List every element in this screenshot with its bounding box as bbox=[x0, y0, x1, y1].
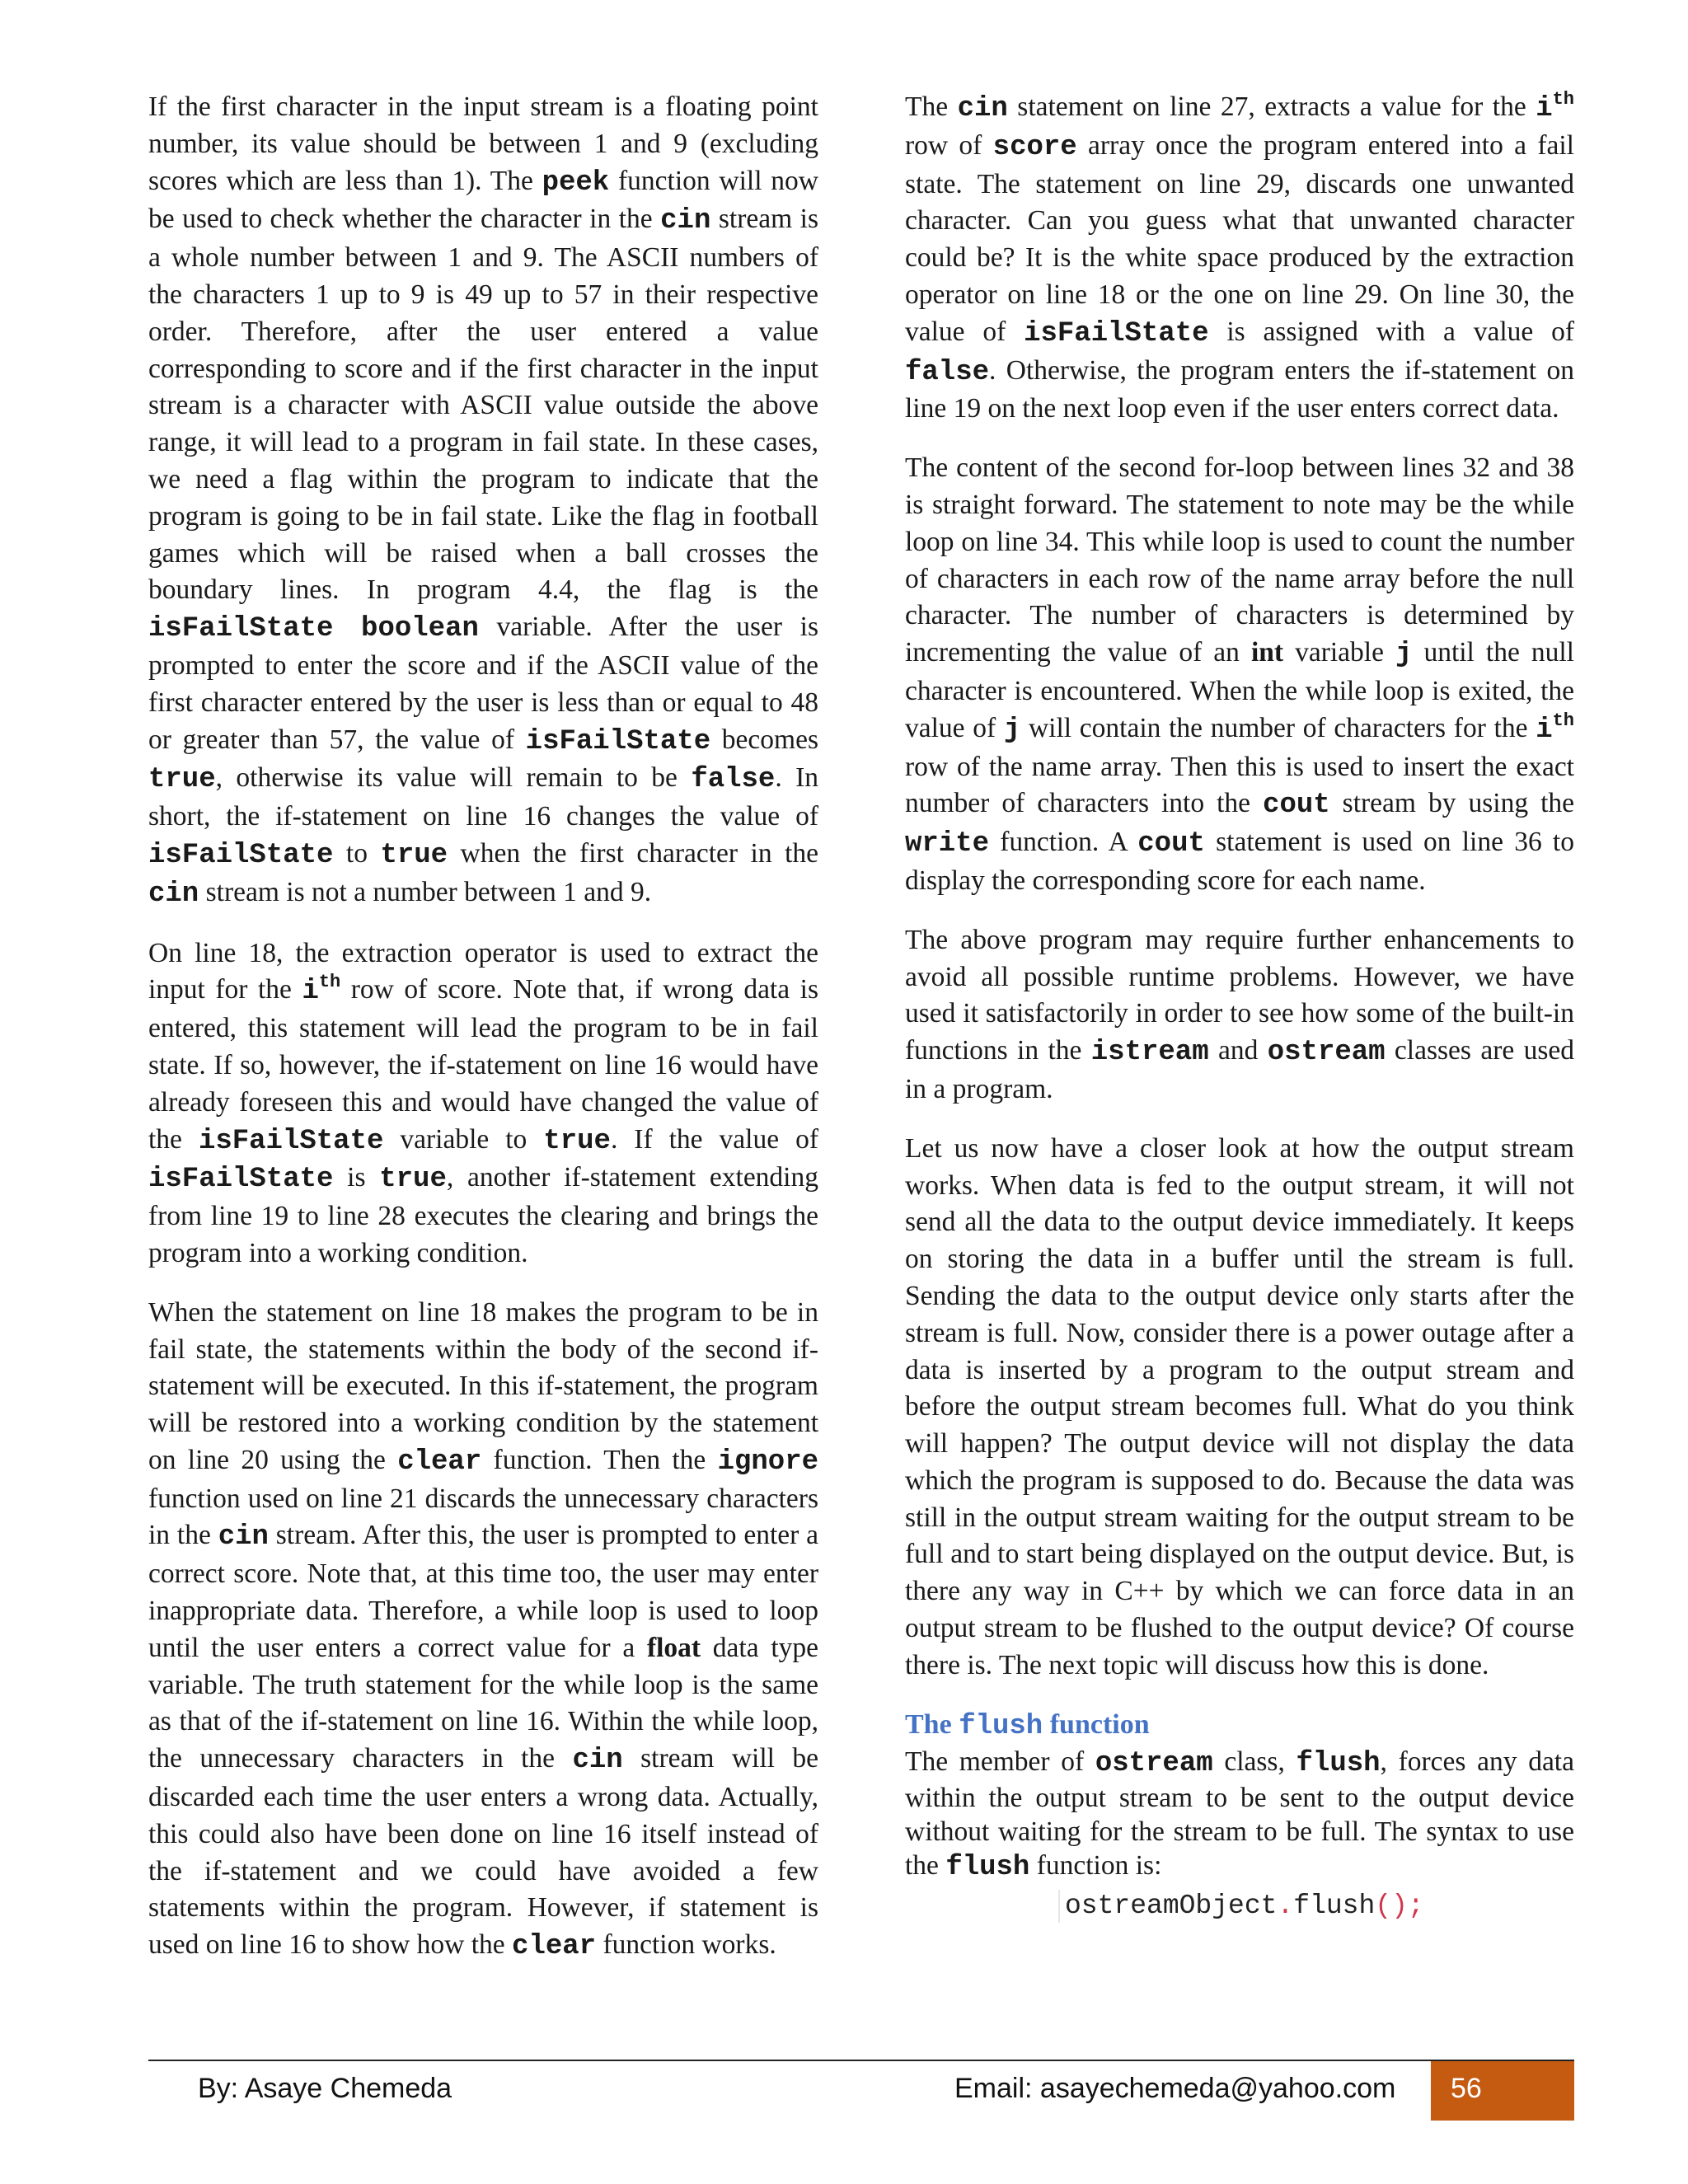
code-term: isFailState bbox=[525, 725, 711, 757]
code-term: cin bbox=[218, 1521, 269, 1554]
left-column bbox=[148, 89, 818, 1988]
code-term: false bbox=[905, 356, 990, 388]
code-term: isFailState bbox=[148, 1164, 334, 1196]
paragraph: The cin statement on line 27, extracts a value for the $i^{th}$ row of score array once the program entered into a fail state. The statement on line 29, discards one unwanted character. Can you guess what that unwanted character could be? It is the white space produced by the extraction operator on line 18 or the one on line 29. On line 30, the value of isFailState is assigned with a value of false. Otherwise, the program enters the if-statement on line 19 on the next loop even if the user enters correct data. bbox=[905, 89, 1575, 424]
right-column bbox=[905, 89, 1574, 1923]
superscript: th bbox=[318, 972, 341, 993]
code-term: i bbox=[302, 976, 319, 1008]
code-term: i bbox=[1536, 93, 1553, 124]
code-term: write bbox=[905, 828, 990, 860]
page-number: 56 bbox=[1451, 2073, 1482, 2104]
code-term: true bbox=[380, 839, 448, 871]
footer-email: Email: asayechemeda@yahoo.com bbox=[954, 2073, 1396, 2104]
paragraph: The content of the second for-loop between lines 32 and 38 is straight forward. The statement to note may be the while loop on line 34. This while loop is used to count the number of characters in each row of the name array before the null character. The number of characters is determined by incrementing the value of an int variable j until the null character is encountered. When the while loop is exited, the value of j will contain the number of characters for the $i^{th}$ row of the name array. Then this is used to insert the exact number of characters into the cout stream by using the write function. A cout statement is used on line 36 to display the corresponding score for each name. bbox=[905, 452, 1575, 896]
section-heading: The flush function bbox=[905, 1708, 1150, 1742]
code-term: ignore bbox=[717, 1446, 818, 1478]
code-term: true bbox=[148, 764, 216, 796]
code-term: true bbox=[543, 1125, 611, 1157]
paragraph: If the first character in the input stream is a floating point number, its value should be between 1 and 9 (excluding scores which are less than 1). The peek function will now be used to check whether the character in the cin stream is a whole number between 1 and 9. The ASCII numbers of the characters 1 up to 9 is 49 up to 57 in their respective order. Therefore, after the user entered a value corresponding to score and if the first character in the input stream is a character with ASCII value outside the above range, it will lead to a program in fail state. In these cases, we need a flag within the program to indicate that the program is going to be in fail state. Like the flag in football games which will be raised when a ball crosses the boundary lines. In program 4.4, the flag is the isFailState boolean variable. After the user is prompted to enter the score and if the ASCII value of the first character entered by the user is less than or equal to 48 or greater than 57, the value of isFailState becomes true, otherwise its value will remain to be false. In short, the if-statement on line 16 changes the value of isFailState to true when the first character in the cin stream is not a number between 1 and 9. bbox=[148, 91, 819, 910]
footer-author: By: Asaye Chemeda bbox=[198, 2073, 452, 2104]
code-term: peek bbox=[542, 166, 610, 199]
page-footer bbox=[0, 2061, 1688, 2121]
code-term: cout bbox=[1263, 790, 1330, 822]
paragraph: When the statement on line 18 makes the program to be in fail state, the statements within the body of the second if-statement will be executed. In this if-statement, the program will be restored into a working condition by the statement on line 20 using the clear function. Then the ignore function used on line 21 discards the unnecessary characters in the cin stream. After this, the user is prompted to enter a correct score. Note that, at this time too, the user may enter inappropriate data. Therefore, a while loop is used to loop until the user enters a correct value for a float data type variable. The truth statement for the while loop is the same as that of the if-statement on line 16. Within the while loop, the unnecessary characters in the cin stream will be discarded each time the user enters a wrong data. Actually, this could also have been done on line 16 itself instead of the if-statement and we could have avoided a few statements within the program. However, if statement is used on line 16 to show how the clear function works. bbox=[148, 1296, 818, 1963]
code-term: cout bbox=[1137, 828, 1205, 860]
code-term: score bbox=[992, 131, 1077, 163]
paragraph: Let us now have a closer look at how the output stream works. When data is fed to the output stream, it will not send all the data to the output device immediately. It keeps on storing the data in a buffer until the stream is full. Sending the data to the output device only starts after the stream is full. Now, consider there is a power outage after a data is inserted by a program to the output stream and before the output stream becomes full. What do you think will happen? The output device will not display the data which the program is supposed to do. Because the data was still in the output stream waiting for the output stream to be full and to start being displayed on the output device. But, is there any way in C++ by which we can force data in an output stream to be flushed to the output device? Of course there is. The next topic will discuss how this is done. bbox=[905, 1132, 1574, 1680]
paragraph: The member of ostream class, flush, forces any data within the output stream to be sent to the output device without waiting for the stream to be full. The syntax to use the flush function is: bbox=[905, 1746, 1574, 1883]
keyword: float bbox=[646, 1632, 701, 1663]
code-term: j bbox=[1003, 714, 1021, 746]
code-term: istream bbox=[1090, 1037, 1209, 1069]
code-term: flush bbox=[945, 1851, 1030, 1883]
code-term: ostream bbox=[1095, 1747, 1213, 1779]
paragraph: The above program may require further enhancements to avoid all possible runtime problems. However, we have used it satisfactorily in order to see how some of the built-in functions in the istream and ostream classes are used in a program. bbox=[905, 924, 1574, 1104]
code-term: false bbox=[691, 764, 776, 796]
code-term: true bbox=[379, 1164, 447, 1196]
code-term: isFailState bbox=[1024, 317, 1209, 349]
page-number-box bbox=[1431, 2061, 1574, 2121]
code-term: clear bbox=[397, 1446, 482, 1478]
code-term: cin bbox=[148, 878, 199, 910]
code-term: j bbox=[1395, 639, 1413, 671]
code-term: flush bbox=[959, 1710, 1043, 1742]
code-term: isFailState bbox=[148, 839, 334, 871]
code-term: flush bbox=[1296, 1747, 1381, 1779]
code-snippet: ostreamObject.flush(); bbox=[1058, 1890, 1574, 1923]
code-term: cin bbox=[572, 1745, 623, 1777]
code-term: i bbox=[1536, 714, 1553, 746]
code-term: cin bbox=[957, 93, 1008, 124]
keyword: int bbox=[1250, 637, 1284, 668]
superscript: th bbox=[1552, 710, 1575, 731]
code-term: cin bbox=[660, 205, 711, 237]
paragraph: On line 18, the extraction operator is used to extract the input for the $i^{th}$ row of score. Note that, if wrong data is entered, this statement will lead the program to be in fail state. If so, however, the if-statement on line 16 would have already foreseen this and would have changed the value of the isFailState variable to true. If the value of isFailState is true, another if-statement extending from line 19 to line 28 executes the clearing and brings the program into a working condition. bbox=[148, 937, 818, 1268]
code-term: clear bbox=[512, 1931, 597, 1963]
code-term: ostream bbox=[1267, 1037, 1386, 1069]
code-term: isFailState boolean bbox=[148, 613, 479, 645]
superscript: th bbox=[1552, 89, 1574, 110]
code-term: isFailState bbox=[198, 1125, 384, 1157]
